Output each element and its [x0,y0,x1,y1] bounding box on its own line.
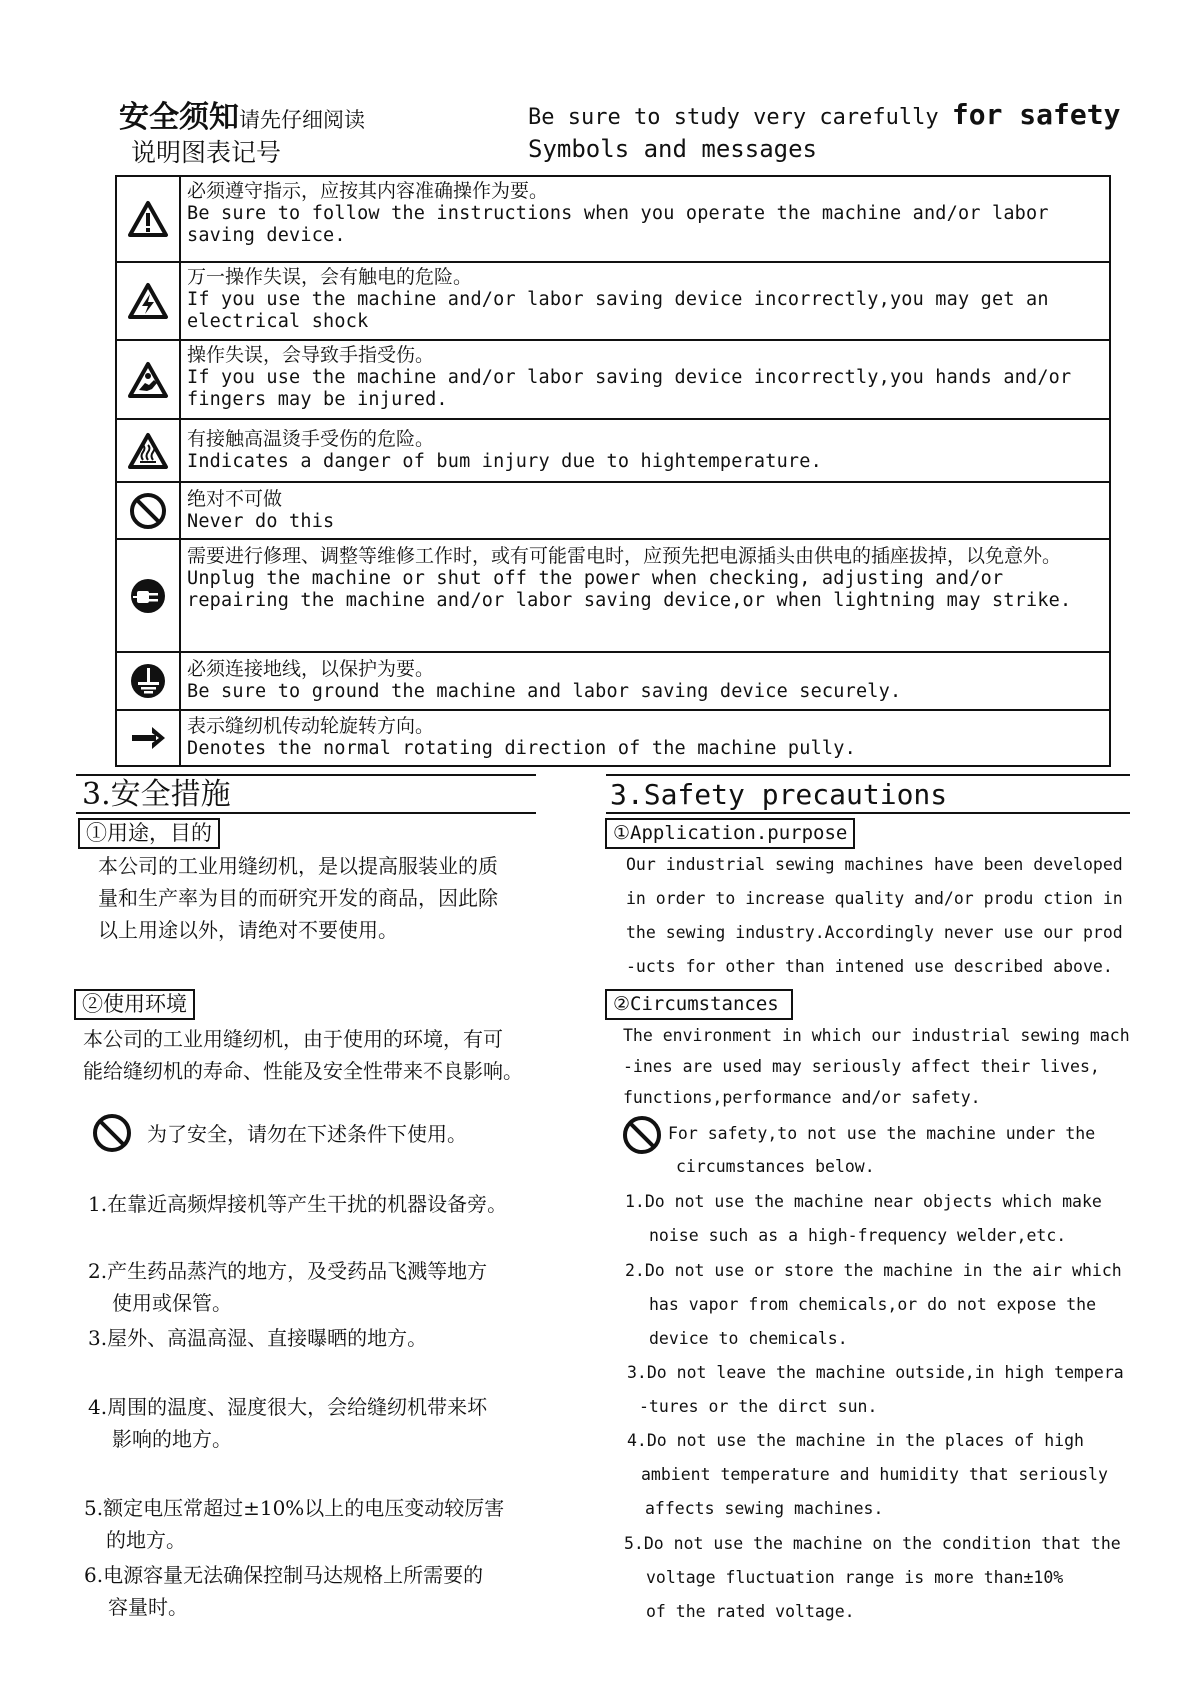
text-line: -ines are used may seriously affect their lives, [623,1057,1100,1076]
environment-label-cn: ②使用环境 [74,989,195,1020]
title-cn-main: 安全须知 [119,100,239,135]
title-cn-sub: 请先仔细阅读 [239,108,365,132]
text-line: 的地方。 [106,1528,186,1552]
prohibited-icon [621,1114,663,1160]
text-line: 以上用途以外，请绝对不要使用。 [98,918,398,942]
symbol-desc-en: If you use the machine and/or labor saving device incorrectly,you hands and/or fingers may be injured. [187,367,1072,410]
text-line: functions,performance and/or safety. [623,1088,981,1107]
symbol-row [117,420,1109,483]
text-line: voltage fluctuation range is more than±10% [646,1568,1064,1587]
list-item-en [624,1527,1121,1629]
text-line: 使用或保管。 [112,1291,232,1315]
text-line: 3.Do not leave the machine outside,in high tempera [627,1363,1124,1382]
list-item-en [625,1185,1102,1253]
symbol-desc-en: Denotes the normal rotating direction of the machine pully. [187,738,856,759]
purpose-label-en: ①Application.purpose [605,818,855,849]
section-title-en: 3.Safety precautions [610,778,948,811]
title-en [528,98,1120,131]
text-line: circumstances below. [676,1157,875,1176]
text-line: 容量时。 [108,1595,188,1619]
arrow-right-icon [117,711,181,765]
text-line: Our industrial sewing machines have been developed [626,855,1123,874]
text-line: 影响的地方。 [112,1427,232,1451]
purpose-text-en [626,848,1123,984]
warning-exclamation-icon [117,177,181,261]
safety-note-en [668,1117,1095,1183]
subtitle-cn: 说明图表记号 [131,138,282,167]
symbol-desc-cn: 万一操作失误，会有触电的危险。 [187,266,473,288]
text-line: 本公司的工业用缝纫机，由于使用的环境，有可 [83,1027,503,1051]
text-line: has vapor from chemicals,or do not expose the [649,1295,1097,1314]
symbol-row [117,653,1109,711]
section-rule-top-cn [76,774,536,776]
symbol-desc-cn: 操作失误，会导致手指受伤。 [187,344,435,366]
text-line: 本公司的工业用缝纫机，是以提高服装业的质 [98,854,498,878]
symbol-row [117,483,1109,540]
symbol-desc-en: Indicates a danger of bum injury due to hightemperature. [187,451,822,472]
prohibited-icon [91,1112,133,1158]
symbol-row [117,711,1109,765]
symbol-desc-en: If you use the machine and/or labor saving device incorrectly,you may get an electrical shock [187,289,1049,332]
text-line: 4.Do not use the machine in the places of high [627,1431,1084,1450]
text-line: of the rated voltage. [646,1602,855,1621]
text-line: 1.Do not use the machine near objects which make [625,1192,1102,1211]
safety-note-cn: 为了安全，请勿在下述条件下使用。 [147,1122,467,1146]
list-item-en [627,1424,1108,1526]
list-item-en [625,1254,1122,1356]
symbol-row [117,540,1109,653]
ground-icon [117,653,181,709]
symbol-desc-cn: 绝对不可做 [187,488,283,510]
list-item-cn [88,1255,487,1319]
symbol-row [117,263,1109,341]
list-item-cn: 3.屋外、高温高湿、直接曝晒的地方。 [88,1326,428,1350]
section-rule-top-en [606,774,1130,776]
text-line: 量和生产率为目的而研究开发的商品，因此除 [98,886,498,910]
symbol-desc-cn: 表示缝纫机传动轮旋转方向。 [187,715,435,737]
text-line: affects sewing machines. [645,1499,884,1518]
text-line: 2.Do not use or store the machine in the air which [625,1261,1122,1280]
symbol-desc-en: Unplug the machine or shut off the power when checking, adjusting and/or repairing the machine and/or labor saving device,or when lightning may strike. [187,568,1072,611]
text-line: noise such as a high-frequency welder,etc. [649,1226,1067,1245]
section-rule-bottom-en [606,812,1130,814]
text-line: ambient temperature and humidity that seriously [641,1465,1108,1484]
symbol-row [117,341,1109,420]
environment-text-en [623,1020,1130,1113]
text-line: 能给缝纫机的寿命、性能及安全性带来不良影响。 [83,1059,523,1083]
list-item-cn [84,1559,483,1623]
symbol-desc-en: Never do this [187,511,335,532]
text-line: 6.电源容量无法确保控制马达规格上所需要的 [84,1563,484,1587]
text-line: 2.产生药品蒸汽的地方，及受药品飞溅等地方 [88,1259,488,1283]
electric-shock-warning-icon [117,263,181,339]
section-title-cn: 3.安全措施 [82,777,231,812]
purpose-text-cn [98,850,498,946]
title-en-main: Be sure to study very carefully [528,105,939,130]
purpose-label-cn: ①用途，目的 [78,818,220,849]
text-line: For safety,to not use the machine under the [668,1124,1096,1143]
list-item-cn [84,1492,504,1556]
text-line: 4.周围的温度、湿度很大，会给缝纫机带来坏 [88,1395,488,1419]
symbol-desc-cn: 需要进行修理、调整等维修工作时，或有可能雷电时，应预先把电源插头由供电的插座拔掉，以免意外。 [187,545,1062,567]
symbol-desc-cn: 有接触高温烫手受伤的危险。 [187,428,435,450]
list-item-cn [88,1391,487,1455]
prohibited-icon [117,483,181,538]
hand-injury-warning-icon [117,341,181,418]
environment-text-cn [83,1023,523,1087]
symbol-row [117,177,1109,263]
text-line: 5.额定电压常超过±10%以上的电压变动较厉害 [84,1496,505,1520]
title-en-bold: for safety [951,98,1121,131]
list-item-cn: 1.在靠近高频焊接机等产生干扰的机器设备旁。 [88,1192,508,1216]
text-line: 5.Do not use the machine on the condition that the [624,1534,1121,1553]
symbol-desc-cn: 必须遵守指示，应按其内容准确操作为要。 [187,180,549,202]
list-item-en [627,1356,1124,1424]
title-cn [119,92,365,136]
symbol-desc-cn: 必须连接地线，以保护为要。 [187,658,435,680]
text-line: the sewing industry.Accordingly never use our prod [626,923,1123,942]
hot-surface-warning-icon [117,420,181,481]
symbols-table [115,175,1111,767]
text-line: device to chemicals. [649,1329,848,1348]
section-rule-bottom-cn [76,812,536,814]
unplug-icon [117,540,181,651]
environment-label-en: ②Circumstances [605,989,793,1020]
text-line: in order to increase quality and/or produ ction in [626,889,1123,908]
text-line: The environment in which our industrial sewing mach [623,1026,1130,1045]
text-line: -ucts for other than intened use described above. [626,957,1113,976]
symbol-desc-en: Be sure to ground the machine and labor saving device securely. [187,681,902,702]
text-line: -tures or the dirct sun. [639,1397,878,1416]
subtitle-en: Symbols and messages [528,135,817,163]
symbol-desc-en: Be sure to follow the instructions when you operate the machine and/or labor saving device. [187,203,1049,246]
